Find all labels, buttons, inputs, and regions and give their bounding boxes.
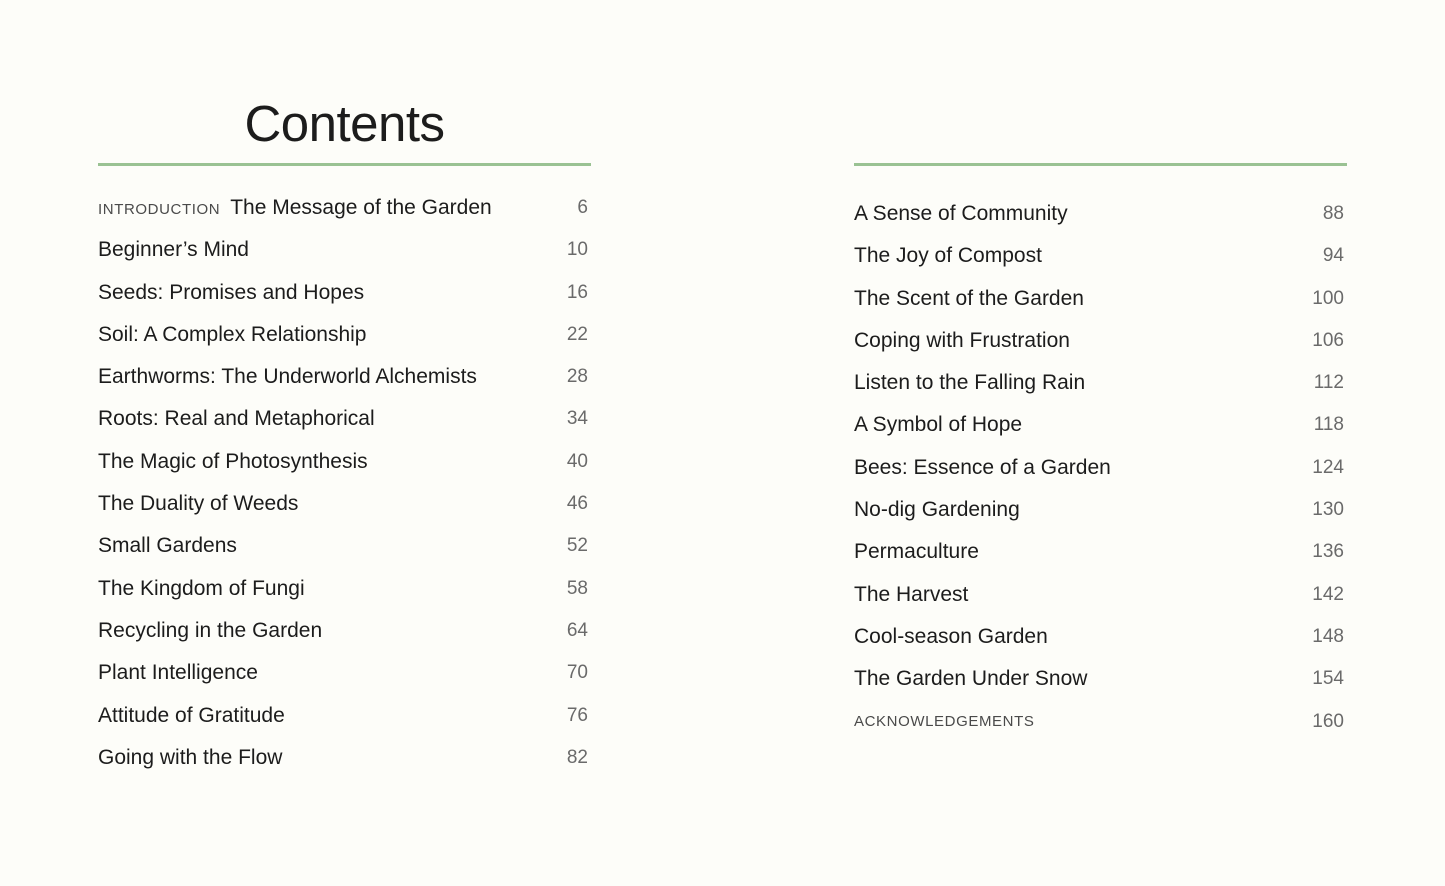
toc-entry-page: 130 (1312, 499, 1344, 521)
toc-entry-title: Earthworms: The Underworld Alchemists (98, 365, 477, 389)
toc-entry-page: 100 (1312, 287, 1344, 309)
toc-entry-title: Roots: Real and Metaphorical (98, 407, 375, 431)
title-divider-right (854, 163, 1347, 166)
toc-entry[interactable] (854, 278, 1344, 320)
toc-entry[interactable] (854, 193, 1344, 235)
toc-entry-page: 136 (1312, 541, 1344, 563)
title-divider-left (98, 163, 591, 166)
toc-entry-page: 28 (566, 366, 588, 388)
toc-entry-page: 142 (1312, 583, 1344, 605)
toc-entry[interactable] (98, 737, 588, 779)
toc-entry-page: 70 (566, 662, 588, 684)
toc-entry-title: Coping with Frustration (854, 328, 1070, 352)
toc-entry[interactable] (98, 652, 588, 694)
toc-entry-page: 22 (566, 323, 588, 345)
toc-entry[interactable] (98, 483, 588, 525)
toc-entry-page: 52 (566, 535, 588, 557)
toc-entry-page: 112 (1313, 372, 1344, 394)
toc-entry-page: 88 (1322, 203, 1344, 224)
toc-entry-page: 82 (566, 746, 588, 768)
toc-entry-page: 16 (566, 281, 588, 303)
toc-entry-page: 46 (566, 493, 588, 515)
toc-entry-title: Going with the Flow (98, 745, 283, 769)
toc-entry-page: 154 (1312, 668, 1344, 690)
toc-entry[interactable] (854, 574, 1344, 616)
toc-entry-title: The Joy of Compost (854, 244, 1042, 268)
toc-entry[interactable] (98, 695, 588, 737)
toc-entry-page: 148 (1312, 625, 1344, 647)
toc-entry-page: 124 (1312, 456, 1344, 478)
toc-entry[interactable] (854, 235, 1344, 277)
toc-entry[interactable] (98, 610, 588, 652)
toc-entry-title: Bees: Essence of a Garden (854, 455, 1111, 479)
toc-entry-acknowledgements[interactable] (854, 701, 1344, 743)
toc-entry[interactable] (854, 404, 1344, 446)
contents-list-right (854, 193, 1344, 743)
toc-entry[interactable] (854, 447, 1344, 489)
toc-entry-title: The Duality of Weeds (98, 492, 299, 516)
contents-list-left (98, 187, 588, 779)
toc-entry-page: 58 (566, 577, 588, 599)
toc-entry-page: 34 (566, 408, 588, 430)
toc-entry-title: The Scent of the Garden (854, 286, 1084, 310)
toc-entry-title: Beginner’s Mind (98, 238, 249, 262)
toc-entry[interactable] (98, 314, 588, 356)
toc-entry[interactable] (854, 658, 1344, 700)
toc-entry[interactable] (854, 362, 1344, 404)
toc-entry-title: The Harvest (854, 582, 969, 606)
toc-entry-title: The Kingdom of Fungi (98, 576, 305, 600)
toc-entry[interactable] (98, 568, 588, 610)
toc-entry-title: Seeds: Promises and Hopes (98, 280, 365, 304)
toc-entry-page: 94 (1322, 245, 1344, 267)
toc-entry-page: 64 (566, 619, 588, 641)
toc-entry-title: The Magic of Photosynthesis (98, 449, 368, 473)
toc-entry-title: Small Gardens (98, 534, 237, 558)
toc-entry-introduction[interactable] (98, 187, 588, 229)
toc-entry-title: Cool-season Garden (854, 624, 1048, 648)
toc-entry[interactable] (854, 320, 1344, 362)
toc-entry-title: The Garden Under Snow (854, 667, 1088, 691)
toc-entry-title: Attitude of Gratitude (98, 703, 285, 727)
toc-entry-page: 160 (1312, 710, 1344, 732)
toc-entry-title: Plant Intelligence (98, 661, 258, 685)
page-title: Contents (244, 95, 445, 152)
toc-entry[interactable] (98, 525, 588, 567)
toc-entry-title: Recycling in the Garden (98, 618, 323, 642)
toc-entry[interactable] (98, 356, 588, 398)
toc-entry-page: 6 (577, 197, 588, 218)
toc-entry-page: 118 (1313, 414, 1344, 436)
toc-entry-title: A Sense of Community (854, 202, 1068, 225)
toc-entry-title: Soil: A Complex Relationship (98, 322, 367, 346)
toc-entry[interactable] (98, 441, 588, 483)
toc-entry[interactable] (98, 229, 588, 271)
toc-entry-title: The Message of the Garden (230, 196, 492, 219)
toc-entry[interactable] (854, 489, 1344, 531)
toc-entry-page: 40 (566, 450, 588, 472)
toc-entry[interactable] (98, 398, 588, 440)
toc-entry-page: 76 (566, 704, 588, 726)
toc-entry[interactable] (98, 272, 588, 314)
toc-entry-prefix: INTRODUCTION (98, 201, 221, 218)
toc-entry-title: ACKNOWLEDGEMENTS (854, 712, 1035, 730)
toc-entry-title: No-dig Gardening (854, 498, 1020, 522)
toc-entry-page: 10 (566, 239, 588, 261)
toc-entry-title: Listen to the Falling Rain (854, 371, 1086, 395)
toc-entry[interactable] (854, 616, 1344, 658)
toc-entry-title: A Symbol of Hope (854, 413, 1023, 437)
toc-entry-title: Permaculture (854, 540, 979, 564)
toc-entry-page: 106 (1312, 329, 1344, 351)
toc-entry[interactable] (854, 531, 1344, 573)
